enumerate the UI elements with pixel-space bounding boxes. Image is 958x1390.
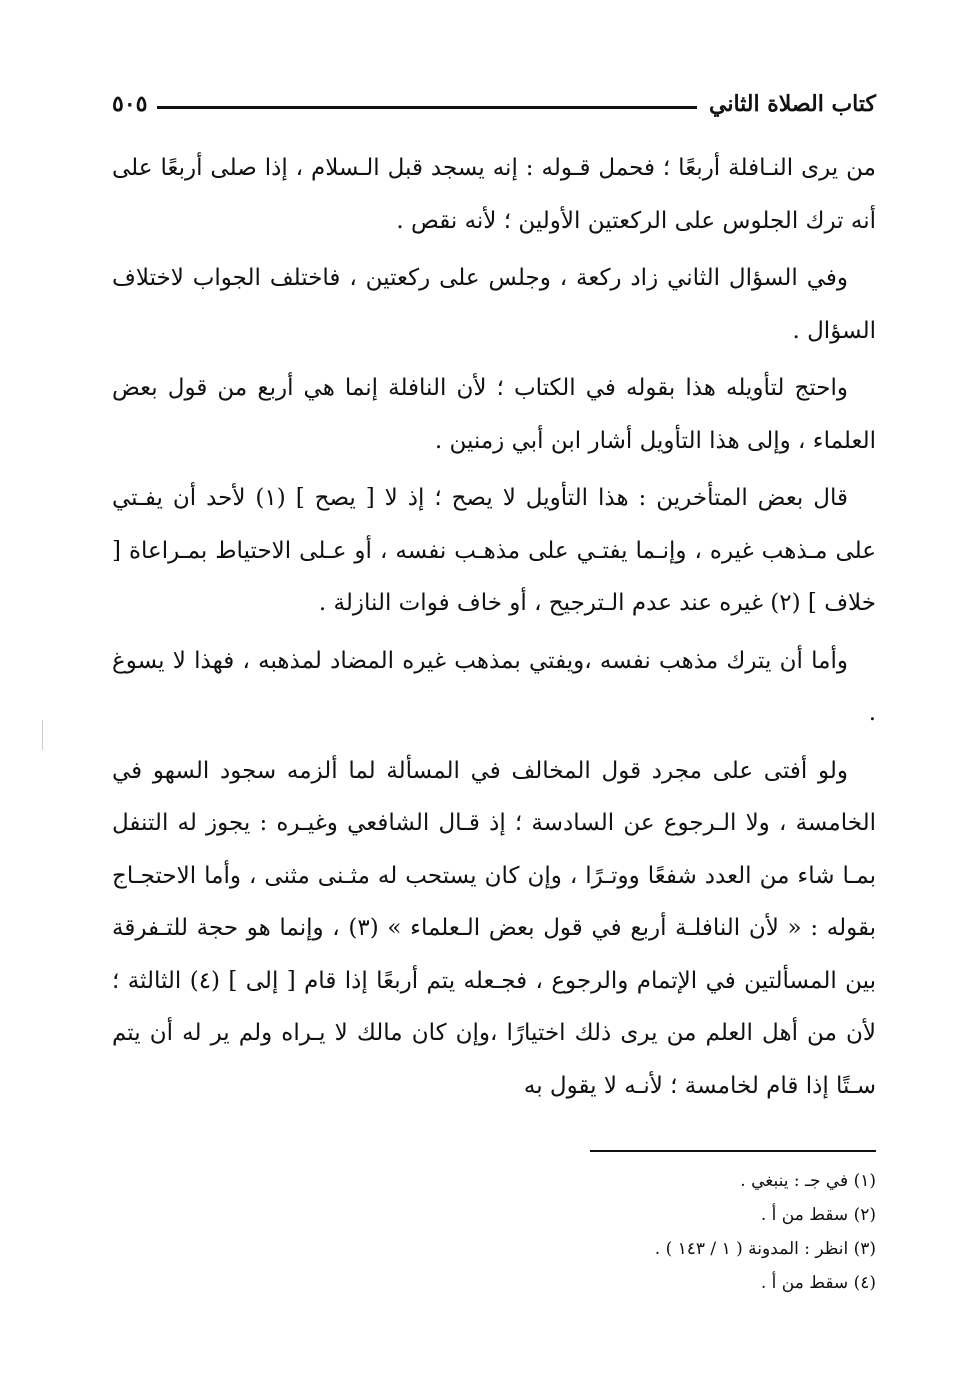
main-text xyxy=(112,142,876,1117)
footnote: (٤) سقط من أ . xyxy=(760,1273,876,1293)
paragraph: من يرى النـافلة أربعًا ؛ فحمل قـوله : إنه يسجد قبل الـسلام ، إذا صلى أربعًا على أنه ترك الجلوس على الركعتين الأولين ؛ لأنه نقص . xyxy=(112,155,876,234)
footnote: (٢) سقط من أ . xyxy=(760,1205,876,1225)
footnote-separator xyxy=(590,1150,876,1152)
paragraph: وأما أن يترك مذهب نفسه ،ويفتي بمذهب غيره المضاد لمذهبه ، فهذا لا يسوغ . xyxy=(112,647,876,726)
scan-margin-mark xyxy=(42,720,43,750)
footnotes xyxy=(112,1164,876,1300)
paragraph: وفي السؤال الثاني زاد ركعة ، وجلس على ركعتين ، فاختلف الجواب لاختلاف السؤال . xyxy=(112,265,876,344)
running-header-title: كتاب الصلاة الثاني xyxy=(708,91,876,117)
page-number: ٥٠٥ xyxy=(112,91,148,117)
paragraph: واحتج لتأويله هذا بقوله في الكتاب ؛ لأن النافلة إنما هي أربع من قول بعض العلماء ، وإلى هذا التأويل أشار ابن أبي زمنين . xyxy=(112,375,876,454)
footnote: (٣) انظر : المدونة ( ١ / ١٤٣ ) . xyxy=(654,1239,876,1259)
paragraph: قال بعض المتأخرين : هذا التأويل لا يصح ؛ إذ لا [ يصح ] (١) لأحد أن يفـتي على مـذهب غيره ، وإنـما يفتـي على مذهـب نفسه ، أو عـلى الاحتياط بمـراعاة [ خلاف ] (٢) غيره عند عدم الـترجيح ، أو خاف فوات النازلة . xyxy=(112,485,876,616)
paragraph: ولو أفتى على مجرد قول المخالف في المسألة لما ألزمه سجود السهو في الخامسة ، ولا الـرجوع عن السادسة ؛ إذ قـال الشافعي وغيـره : يجوز له التنفل بمـا شاء من العدد شفعًا ووتـرًا ، وإن كان يستحب له مثـنى مثنى ، وأما الاحتجـاج بقوله : « لأن النافلـة أربع في قول بعض الـعلماء » (٣) ، وإنما هو حجة للتـفرقة بين المسألتين في الإتمام والرجوع ، فجـعله يتم أربعًا إذا قام [ إلى ] (٤) الثالثة ؛ لأن من أهل العلم من يرى ذلك اختيارًا ،وإن كان مالك لا يـراه ولم ير له أن يتم سـتًا إذا قام لخامسة ؛ لأنـه لا يقول به xyxy=(112,757,877,1099)
header-rule xyxy=(157,106,697,109)
running-header xyxy=(112,86,876,122)
footnote: (١) في جـ : ينبغي . xyxy=(740,1171,876,1191)
